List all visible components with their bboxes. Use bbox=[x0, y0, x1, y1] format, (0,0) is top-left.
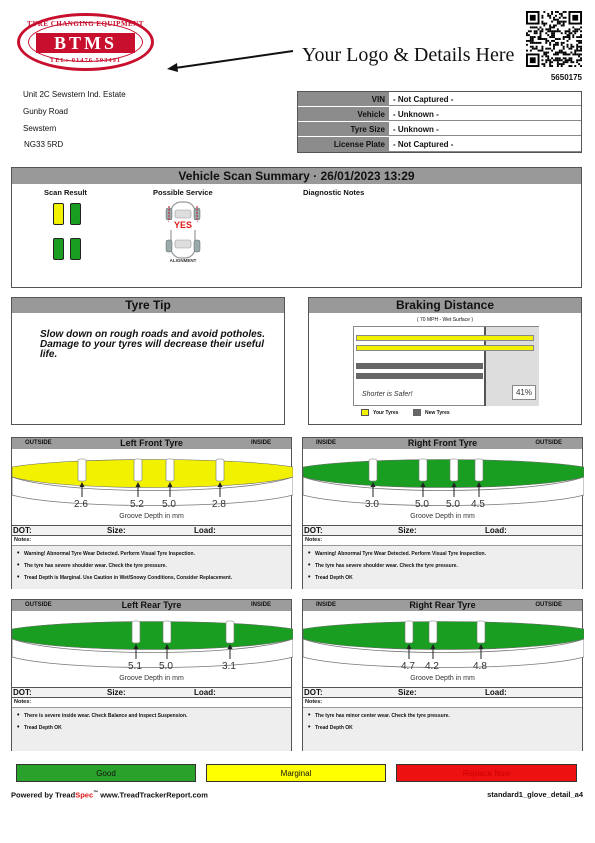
tyre-note: • The tyre has severe shoulder wear. Check the tyre pressure. bbox=[12, 562, 291, 574]
groove-depth-label: Groove Depth in mm bbox=[410, 675, 475, 682]
tyre-notes-list bbox=[303, 546, 582, 589]
legend-new-swatch bbox=[413, 409, 421, 416]
powered-by bbox=[11, 790, 208, 800]
tread-groove bbox=[163, 621, 171, 643]
vin-label: VIN bbox=[298, 92, 389, 106]
license-plate-label: License Plate bbox=[298, 137, 389, 152]
tread-groove bbox=[450, 459, 458, 481]
tyre-note: • Tread Depth is Marginal. Use Caution in Wet/Snowy Conditions, Consider Replacement. bbox=[12, 574, 291, 586]
tyre-note: • Tread Depth OK bbox=[12, 724, 291, 736]
tread-groove bbox=[226, 621, 234, 643]
tyre-left-side-label: INSIDE bbox=[316, 602, 337, 608]
tyre-right-side-label: INSIDE bbox=[250, 440, 271, 446]
braking-bar-yours-2 bbox=[356, 345, 534, 351]
tread-groove bbox=[134, 459, 142, 481]
groove-depth-value: 2.8 bbox=[212, 499, 226, 510]
braking-subtitle: ( 70 MPH - Wet Surface ) bbox=[416, 317, 474, 323]
tyre-note: • Warning! Abnormal Tyre Wear Detected. Perform Visual Tyre Inspection. bbox=[303, 550, 582, 562]
address-line-2: Gunby Road bbox=[23, 107, 68, 116]
load-label: Load: bbox=[194, 526, 216, 535]
address-line-1: Unit 2C Sewstern Ind. Estate bbox=[23, 90, 126, 99]
report-id: 5650175 bbox=[550, 73, 582, 82]
tyre-tip-text: Slow down on rough roads and avoid potholes. Damage to your tyres will decrease their useful life. bbox=[40, 329, 265, 360]
logo-placeholder-text: Your Logo & Details Here bbox=[302, 44, 515, 66]
legend-new-label: New Tyres bbox=[425, 410, 450, 416]
service-name: ALIGNMENT bbox=[169, 258, 197, 263]
tyre-title: Right Front Tyre bbox=[407, 438, 478, 448]
tyre-profile-graphic bbox=[12, 611, 293, 675]
groove-depth-value: 4.5 bbox=[471, 499, 485, 510]
scan-dot-rear-left bbox=[53, 238, 64, 260]
tyre-profile-area bbox=[12, 611, 291, 687]
vehicle-row-tyre-size bbox=[298, 122, 581, 137]
logo-tagline: TYRE CHANGING EQUIPMENT bbox=[27, 20, 144, 28]
groove-depth-value: 3.0 bbox=[365, 499, 379, 510]
tyre-note: • Warning! Abnormal Tyre Wear Detected. Perform Visual Tyre Inspection. bbox=[12, 550, 291, 562]
tread-groove bbox=[477, 621, 485, 643]
groove-depth-value: 4.2 bbox=[425, 661, 439, 672]
braking-title: Braking Distance bbox=[309, 298, 581, 313]
legend-marginal: Marginal bbox=[206, 764, 386, 782]
size-label: Size: bbox=[107, 526, 126, 535]
groove-depth-value: 4.7 bbox=[401, 661, 415, 672]
tread-groove bbox=[405, 621, 413, 643]
tyre-header bbox=[12, 438, 291, 449]
tyre-note: • Tread Depth OK bbox=[303, 724, 582, 736]
scan-dot-rear-right bbox=[70, 238, 81, 260]
braking-distance-panel bbox=[308, 297, 582, 425]
tyre-size-value: - Unknown - bbox=[389, 122, 581, 136]
notes-label: Notes: bbox=[303, 698, 582, 708]
tyre-notes-list bbox=[12, 546, 291, 589]
scan-result-label: Scan Result bbox=[44, 188, 87, 197]
arrow-left-icon bbox=[165, 48, 295, 74]
tread-band bbox=[12, 622, 293, 650]
groove-depth-value: 5.0 bbox=[446, 499, 460, 510]
groove-depth-value: 5.0 bbox=[162, 499, 176, 510]
tyre-profile-area bbox=[12, 449, 291, 525]
powered-prefix: Powered by Tread bbox=[11, 790, 76, 800]
possible-service-label: Possible Service bbox=[153, 188, 213, 197]
tyre-right-rear bbox=[302, 599, 583, 751]
legend-yours-swatch bbox=[361, 409, 369, 416]
legend-good: Good bbox=[16, 764, 196, 782]
legend-yours-label: Your Tyres bbox=[373, 410, 399, 416]
tread-groove bbox=[166, 459, 174, 481]
notes-label: Notes: bbox=[12, 536, 291, 546]
groove-depth-value: 5.2 bbox=[130, 499, 144, 510]
powered-brand: Spec bbox=[75, 790, 94, 800]
address-line-3: Sewstern bbox=[23, 124, 57, 133]
alignment-car-icon bbox=[162, 198, 204, 264]
load-label: Load: bbox=[485, 526, 507, 535]
tyre-profile-area bbox=[303, 611, 582, 687]
logo-phone: TEL: 01476 593491 bbox=[49, 57, 122, 64]
tyre-left-side-label: OUTSIDE bbox=[25, 602, 52, 608]
powered-url[interactable]: www.TreadTrackerReport.com bbox=[98, 790, 208, 800]
dot-label: DOT: bbox=[13, 526, 32, 535]
legend-replace: Replace Now bbox=[396, 764, 577, 782]
tyre-profile-area bbox=[303, 449, 582, 525]
tyre-title: Right Rear Tyre bbox=[409, 600, 476, 610]
tyre-header bbox=[12, 600, 291, 611]
license-plate-value: - Not Captured - bbox=[389, 137, 581, 152]
tread-groove bbox=[132, 621, 140, 643]
braking-percent: 41% bbox=[512, 385, 536, 400]
tyre-size-label: Tyre Size bbox=[298, 122, 389, 136]
scan-dot-front-left bbox=[53, 203, 64, 225]
tyre-left-side-label: OUTSIDE bbox=[25, 440, 52, 446]
address-postcode: NG33 5RD bbox=[24, 140, 64, 149]
braking-note: Shorter is Safer! bbox=[362, 391, 413, 398]
company-logo bbox=[17, 13, 154, 71]
tyre-header bbox=[303, 438, 582, 449]
braking-chart bbox=[353, 326, 539, 406]
load-label: Load: bbox=[485, 688, 507, 697]
tyre-note: • Tread Depth OK bbox=[303, 574, 582, 586]
tyre-profile-graphic bbox=[12, 449, 293, 513]
braking-bar-yours-1 bbox=[356, 335, 534, 341]
tread-groove bbox=[475, 459, 483, 481]
tyre-note: • The tyre has minor center wear. Check the tyre pressure. bbox=[303, 712, 582, 724]
dot-label: DOT: bbox=[13, 688, 32, 697]
tyre-profile-graphic bbox=[303, 449, 584, 513]
tyre-dot-size-load bbox=[12, 525, 291, 536]
tread-groove bbox=[78, 459, 86, 481]
tyre-note: • There is severe inside wear. Check Balance and Inspect Suspension. bbox=[12, 712, 291, 724]
size-label: Size: bbox=[107, 688, 126, 697]
logo-name: BTMS bbox=[36, 33, 135, 53]
groove-depth-label: Groove Depth in mm bbox=[410, 513, 475, 520]
tyre-right-side-label: OUTSIDE bbox=[535, 440, 562, 446]
template-name: standard1_glove_detail_a4 bbox=[487, 790, 583, 799]
dot-label: DOT: bbox=[304, 688, 323, 697]
tread-groove bbox=[216, 459, 224, 481]
groove-depth-value: 4.8 bbox=[473, 661, 487, 672]
notes-label: Notes: bbox=[303, 536, 582, 546]
braking-bar-new-2 bbox=[356, 373, 483, 379]
dot-label: DOT: bbox=[304, 526, 323, 535]
tyre-left-rear bbox=[11, 599, 292, 751]
scan-dot-front-right bbox=[70, 203, 81, 225]
vin-value: - Not Captured - bbox=[389, 92, 581, 106]
groove-depth-label: Groove Depth in mm bbox=[119, 513, 184, 520]
groove-depth-value: 5.0 bbox=[159, 661, 173, 672]
service-badge: YES bbox=[169, 220, 197, 230]
vehicle-info-table bbox=[297, 91, 582, 153]
vehicle-label: Vehicle bbox=[298, 107, 389, 121]
groove-depth-label: Groove Depth in mm bbox=[119, 675, 184, 682]
powered-tm: ™ bbox=[93, 790, 99, 796]
scan-summary-panel bbox=[11, 167, 582, 288]
tyre-tip-title: Tyre Tip bbox=[12, 298, 284, 313]
groove-depth-value: 3.1 bbox=[222, 661, 236, 672]
size-label: Size: bbox=[398, 526, 417, 535]
tyre-right-side-label: INSIDE bbox=[250, 602, 271, 608]
scan-summary-title: Vehicle Scan Summary · 26/01/2023 13:29 bbox=[12, 168, 581, 184]
tread-groove bbox=[419, 459, 427, 481]
tyre-left-side-label: INSIDE bbox=[316, 440, 337, 446]
tyre-right-front bbox=[302, 437, 583, 589]
vehicle-value: - Unknown - bbox=[389, 107, 581, 121]
tread-groove bbox=[429, 621, 437, 643]
tyre-left-front bbox=[11, 437, 292, 589]
load-label: Load: bbox=[194, 688, 216, 697]
tread-band bbox=[12, 460, 293, 488]
diagnostic-notes-label: Diagnostic Notes bbox=[303, 188, 365, 197]
vehicle-row-vehicle bbox=[298, 107, 581, 122]
tyre-note: • The tyre has severe shoulder wear. Check the tyre pressure. bbox=[303, 562, 582, 574]
braking-bar-new-1 bbox=[356, 363, 483, 369]
tyre-profile-graphic bbox=[303, 611, 584, 675]
tyre-notes-list bbox=[303, 708, 582, 751]
size-label: Size: bbox=[398, 688, 417, 697]
tyre-title: Left Rear Tyre bbox=[121, 600, 182, 610]
groove-depth-value: 5.0 bbox=[415, 499, 429, 510]
tyre-dot-size-load bbox=[303, 687, 582, 698]
tyre-right-side-label: OUTSIDE bbox=[535, 602, 562, 608]
tyre-dot-size-load bbox=[303, 525, 582, 536]
vehicle-row-plate bbox=[298, 137, 581, 152]
notes-label: Notes: bbox=[12, 698, 291, 708]
tyre-tip-panel bbox=[11, 297, 285, 425]
tyre-dot-size-load bbox=[12, 687, 291, 698]
groove-depth-value: 2.6 bbox=[74, 499, 88, 510]
tread-groove bbox=[369, 459, 377, 481]
tyre-notes-list bbox=[12, 708, 291, 751]
tread-band bbox=[303, 622, 584, 650]
tyre-header bbox=[303, 600, 582, 611]
tread-band bbox=[303, 460, 584, 488]
qr-code bbox=[526, 11, 582, 67]
groove-depth-value: 5.1 bbox=[128, 661, 142, 672]
vehicle-row-vin bbox=[298, 92, 581, 107]
tyre-title: Left Front Tyre bbox=[120, 438, 183, 448]
